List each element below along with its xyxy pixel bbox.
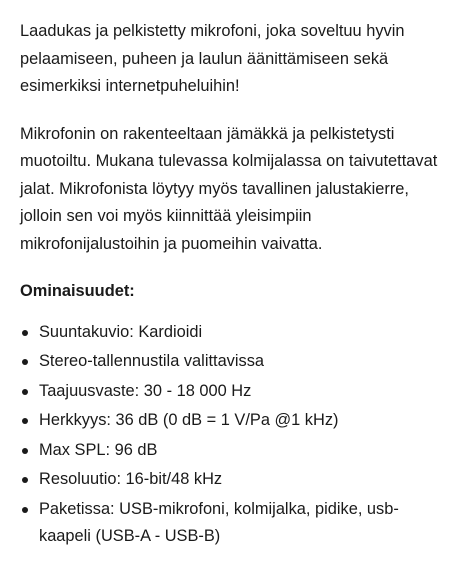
features-heading: Ominaisuudet: <box>20 282 135 300</box>
list-item <box>20 466 442 494</box>
bullet-icon <box>22 448 28 454</box>
feature-text: Resoluutio: 16-bit/48 kHz <box>39 470 223 488</box>
bullet-icon <box>22 418 28 424</box>
feature-text: Max SPL: 96 dB <box>39 440 158 459</box>
bullet-icon <box>22 389 28 395</box>
bullet-icon <box>22 359 28 365</box>
bullet-icon <box>22 507 28 513</box>
list-item <box>20 319 442 347</box>
list-item <box>20 378 442 406</box>
bullet-icon <box>22 477 28 483</box>
description-paragraph-2: Mikrofonin on rakenteeltaan jämäkkä ja pelkistetysti muotoiltu. Mukana tulevassa kolmijalassa on taivutettavat jalat. Mikrofonista löytyy myös tavallinen jalustakierre, jolloin sen voi myös kiinnittää yleisimpiin mikrofonijalustoihin ja puomeihin vaivatta. <box>20 124 438 253</box>
feature-text: Paketissa: USB-mikrofoni, kolmijalka, pidike, usb-kaapeli (USB-A - USB-B) <box>39 499 399 545</box>
list-item <box>20 496 442 551</box>
list-item <box>20 437 442 465</box>
feature-text: Herkkyys: 36 dB (0 dB = 1 V/Pa @1 kHz) <box>39 411 339 429</box>
features-list <box>20 319 442 551</box>
feature-text: Suuntakuvio: Kardioidi <box>39 322 203 341</box>
list-item <box>20 348 442 376</box>
list-item <box>20 407 442 435</box>
feature-text: Stereo-tallennustila valittavissa <box>39 352 265 370</box>
description-paragraph-1: Laadukas ja pelkistetty mikrofoni, joka soveltuu hyvin pelaamiseen, puheen ja laulun äänittämiseen sekä esimerkiksi internetpuheluihin! <box>20 22 405 95</box>
feature-text: Taajuusvaste: 30 - 18 000 Hz <box>39 381 252 400</box>
bullet-icon <box>22 330 28 336</box>
